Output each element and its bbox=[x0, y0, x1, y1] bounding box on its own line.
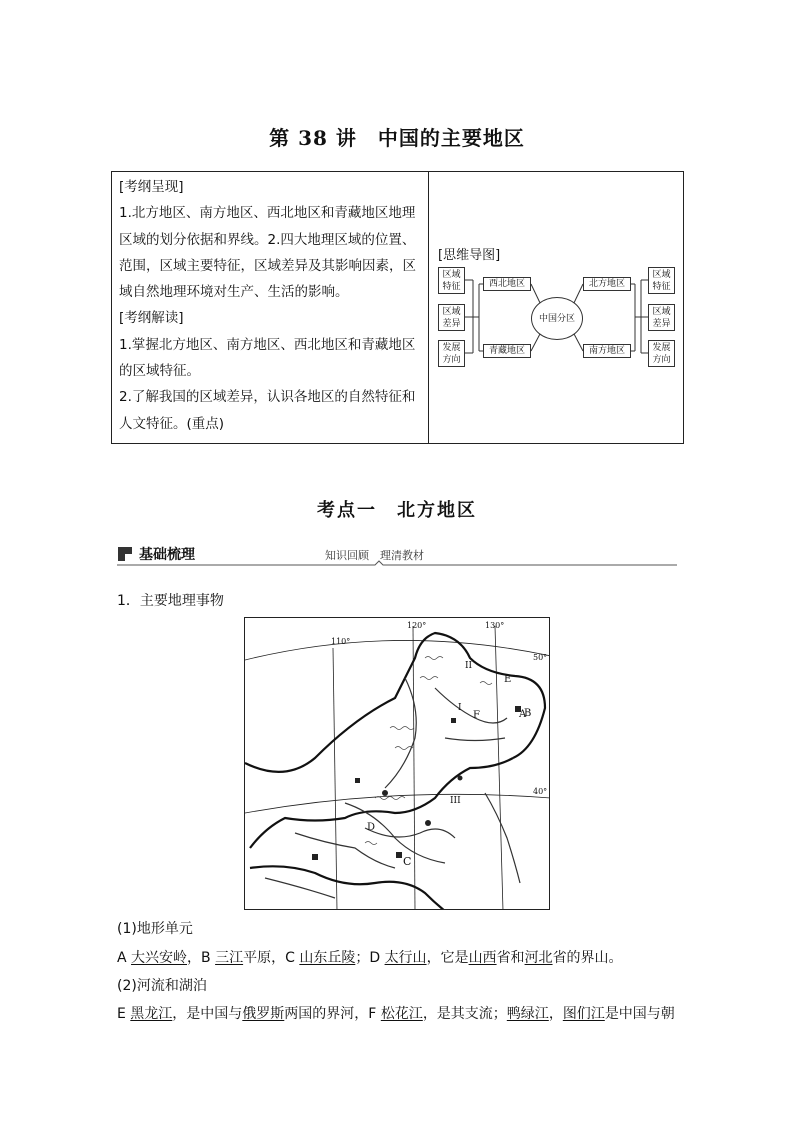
answer-blank: 大兴安岭 bbox=[131, 950, 188, 966]
left-box-features: 区域特征 bbox=[438, 267, 465, 294]
region-north: 北方地区 bbox=[583, 277, 631, 291]
interpretation-item-1: 1.掌握北方地区、南方地区、西北地区和青藏地区的区域特征。 bbox=[119, 336, 416, 380]
map-drawing bbox=[245, 618, 550, 910]
map-letter-b: B bbox=[524, 708, 532, 719]
region-northwest: 西北地区 bbox=[483, 277, 531, 291]
text-run: ；D bbox=[355, 950, 385, 966]
mindmap-label: [思维导图] bbox=[438, 248, 501, 263]
text-run: ， bbox=[548, 1006, 563, 1022]
lon-label-120: 120° bbox=[407, 621, 427, 630]
text-run: 是中国与朝 bbox=[604, 1006, 675, 1022]
answer-blank: 黑龙江 bbox=[130, 1006, 173, 1022]
item-1-heading: 1．主要地理事物 bbox=[117, 593, 224, 609]
interpretation-heading: [考纲解读] bbox=[119, 310, 184, 327]
banner-rule bbox=[117, 558, 677, 568]
basics-banner bbox=[117, 544, 677, 566]
lon-label-130: 130° bbox=[485, 621, 505, 630]
right-box-direction: 发展方向 bbox=[648, 340, 675, 367]
lat-label-50: 50° bbox=[533, 653, 548, 662]
map-letter-e: E bbox=[504, 674, 512, 685]
answer-blank: 河北 bbox=[524, 950, 553, 966]
outline-table bbox=[111, 171, 684, 444]
text-run: 两国的界河，F bbox=[284, 1006, 381, 1022]
map-numeral-iii: III bbox=[450, 796, 461, 806]
banner-label: 基础梳理 bbox=[139, 547, 195, 563]
map-numeral-ii: II bbox=[465, 661, 473, 671]
answer-blank: 图们江 bbox=[562, 1006, 605, 1022]
syllabus-body: 1.北方地区、南方地区、西北地区和青藏地区地理区域的划分依据和界线。2.四大地理区域的位置、范围，区域主要特征，区域差异及其影响因素，区域自然地理环境对生产、生活的影响。 bbox=[119, 205, 416, 301]
sub-heading-rivers: (2)河流和湖泊 bbox=[117, 978, 207, 994]
text-run: ，B bbox=[187, 950, 216, 966]
sub-heading-landforms: (1)地形单元 bbox=[117, 921, 193, 937]
mindmap bbox=[435, 267, 679, 372]
landforms-line bbox=[117, 947, 623, 967]
map-numeral-i: I bbox=[458, 703, 462, 713]
answer-blank: 山东丘陵 bbox=[299, 950, 356, 966]
interpretation-item-2: 2.了解我国的区域差异，认识各地区的自然特征和人文特征。(重点) bbox=[119, 389, 416, 432]
mindmap-center: 中国分区 bbox=[531, 297, 583, 340]
section-title: 考点一 北方地区 bbox=[317, 500, 477, 521]
banner-subtitle: 知识回顾 理清教材 bbox=[325, 549, 424, 562]
text-run: ，它是 bbox=[426, 950, 469, 966]
left-box-direction: 发展方向 bbox=[438, 340, 465, 367]
map-letter-d: D bbox=[367, 822, 376, 833]
page-title: 第 38 讲 中国的主要地区 bbox=[269, 126, 525, 150]
text-run: 平原，C bbox=[243, 950, 300, 966]
right-box-features: 区域特征 bbox=[648, 267, 675, 294]
text-run: ，是其支流； bbox=[422, 1006, 507, 1022]
lon-label-110: 110° bbox=[331, 637, 351, 646]
map-letter-c: C bbox=[403, 855, 412, 868]
left-box-differences: 区域差异 bbox=[438, 304, 465, 331]
text-run: 省和 bbox=[496, 950, 525, 966]
map-letter-a: A bbox=[519, 709, 527, 720]
syllabus-heading: [考纲呈现] bbox=[119, 179, 184, 195]
region-qingzang: 青藏地区 bbox=[483, 344, 531, 358]
answer-blank: 俄罗斯 bbox=[242, 1006, 285, 1022]
rivers-line bbox=[117, 1003, 675, 1023]
text-run: E bbox=[117, 1006, 131, 1022]
lat-label-40: 40° bbox=[533, 787, 548, 796]
text-run: A bbox=[117, 950, 132, 966]
answer-blank: 太行山 bbox=[384, 950, 427, 966]
map-letter-f: F bbox=[473, 710, 480, 721]
right-box-differences: 区域差异 bbox=[648, 304, 675, 331]
text-run: ，是中国与 bbox=[172, 1006, 243, 1022]
region-south: 南方地区 bbox=[583, 344, 631, 358]
answer-blank: 鸭绿江 bbox=[506, 1006, 549, 1022]
syllabus-panel bbox=[112, 172, 429, 443]
text-run: 省的界山。 bbox=[552, 950, 623, 966]
answer-blank: 山西 bbox=[468, 950, 497, 966]
answer-blank: 松花江 bbox=[380, 1006, 423, 1022]
answer-blank: 三江 bbox=[215, 950, 244, 966]
north-china-map bbox=[244, 617, 550, 910]
